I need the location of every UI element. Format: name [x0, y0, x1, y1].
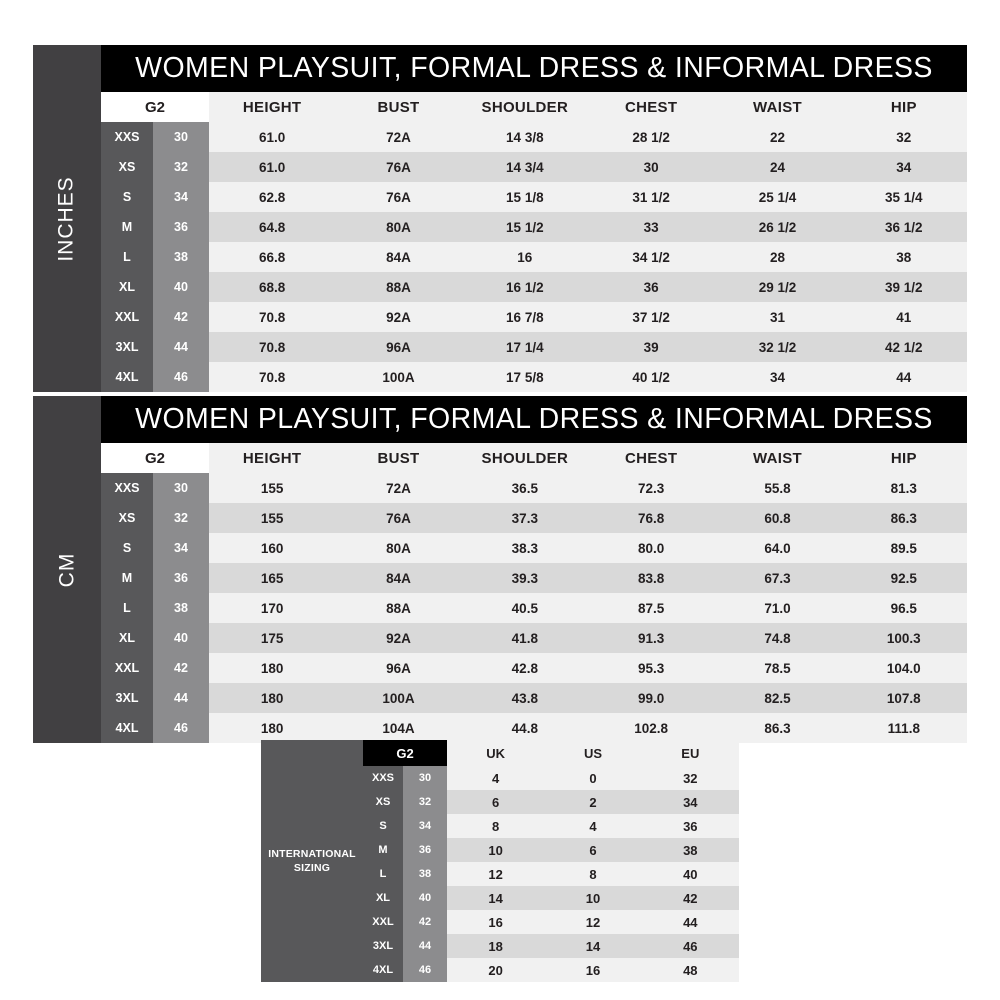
column-header-waist: WAIST — [714, 92, 840, 122]
cell-height: 175 — [209, 623, 335, 653]
cell-bust: 72A — [335, 473, 461, 503]
table-row — [101, 503, 967, 533]
row-size-number: 36 — [403, 838, 447, 862]
row-size-label: S — [101, 533, 153, 563]
international-sizing-chart — [261, 740, 739, 982]
cell-bust: 104A — [335, 713, 461, 743]
cell-shoulder: 41.8 — [462, 623, 588, 653]
table-row — [101, 713, 967, 743]
column-header-hip: HIP — [841, 443, 967, 473]
table-row — [101, 332, 967, 362]
cell-bust: 76A — [335, 182, 461, 212]
cell-hip: 107.8 — [841, 683, 967, 713]
cell-hip: 32 — [841, 122, 967, 152]
cell-height: 70.8 — [209, 302, 335, 332]
cell-waist: 31 — [714, 302, 840, 332]
table-body — [101, 45, 967, 392]
cell-us: 10 — [544, 886, 641, 910]
row-size-label: XS — [101, 503, 153, 533]
row-size-number: 32 — [403, 790, 447, 814]
row-size-label: 3XL — [101, 683, 153, 713]
table-row — [363, 838, 739, 862]
cell-waist: 26 1/2 — [714, 212, 840, 242]
row-size-label: XL — [363, 886, 403, 910]
cell-waist: 25 1/4 — [714, 182, 840, 212]
cell-waist: 71.0 — [714, 593, 840, 623]
row-size-label: XL — [101, 272, 153, 302]
row-size-label: S — [363, 814, 403, 838]
cell-waist: 86.3 — [714, 713, 840, 743]
cell-height: 68.8 — [209, 272, 335, 302]
cell-eu: 48 — [642, 958, 739, 982]
cell-us: 6 — [544, 838, 641, 862]
cell-shoulder: 42.8 — [462, 653, 588, 683]
cell-bust: 80A — [335, 212, 461, 242]
cell-waist: 32 1/2 — [714, 332, 840, 362]
unit-label: INCHES — [55, 175, 79, 262]
cell-bust: 92A — [335, 623, 461, 653]
cell-chest: 33 — [588, 212, 714, 242]
row-size-number: 30 — [153, 122, 209, 152]
brand-cell: G2 — [101, 92, 209, 122]
table-row — [101, 533, 967, 563]
row-size-number: 46 — [403, 958, 447, 982]
cell-bust: 88A — [335, 272, 461, 302]
cell-shoulder: 16 — [462, 242, 588, 272]
cell-waist: 24 — [714, 152, 840, 182]
cell-shoulder: 37.3 — [462, 503, 588, 533]
cell-shoulder: 14 3/8 — [462, 122, 588, 152]
table-row — [101, 593, 967, 623]
cell-waist: 82.5 — [714, 683, 840, 713]
cell-eu: 36 — [642, 814, 739, 838]
cell-eu: 40 — [642, 862, 739, 886]
cell-waist: 60.8 — [714, 503, 840, 533]
cell-us: 4 — [544, 814, 641, 838]
cell-bust: 92A — [335, 302, 461, 332]
row-size-label: XS — [363, 790, 403, 814]
cell-waist: 22 — [714, 122, 840, 152]
row-size-label: M — [101, 563, 153, 593]
cell-eu: 44 — [642, 910, 739, 934]
row-size-number: 40 — [403, 886, 447, 910]
table-row — [101, 623, 967, 653]
cell-shoulder: 14 3/4 — [462, 152, 588, 182]
cell-uk: 4 — [447, 766, 544, 790]
row-size-number: 42 — [153, 302, 209, 332]
row-size-label: L — [101, 242, 153, 272]
table-header-row — [101, 92, 967, 122]
cell-eu: 34 — [642, 790, 739, 814]
column-header-hip: HIP — [841, 92, 967, 122]
cell-hip: 104.0 — [841, 653, 967, 683]
row-size-number: 40 — [153, 272, 209, 302]
table-row — [101, 563, 967, 593]
cell-bust: 96A — [335, 332, 461, 362]
cell-height: 66.8 — [209, 242, 335, 272]
cell-uk: 12 — [447, 862, 544, 886]
cell-hip: 36 1/2 — [841, 212, 967, 242]
cell-us: 0 — [544, 766, 641, 790]
table-row — [363, 790, 739, 814]
cell-uk: 6 — [447, 790, 544, 814]
cell-chest: 83.8 — [588, 563, 714, 593]
row-size-number: 38 — [153, 242, 209, 272]
cell-height: 165 — [209, 563, 335, 593]
cell-chest: 95.3 — [588, 653, 714, 683]
cell-chest: 39 — [588, 332, 714, 362]
row-size-number: 42 — [403, 910, 447, 934]
cell-height: 70.8 — [209, 332, 335, 362]
table-row — [101, 152, 967, 182]
cell-height: 160 — [209, 533, 335, 563]
row-size-label: 4XL — [363, 958, 403, 982]
table-row — [101, 362, 967, 392]
unit-label: CM — [54, 552, 78, 587]
row-size-number: 40 — [153, 623, 209, 653]
cell-shoulder: 15 1/2 — [462, 212, 588, 242]
column-header-height: HEIGHT — [209, 92, 335, 122]
cell-height: 62.8 — [209, 182, 335, 212]
cell-height: 64.8 — [209, 212, 335, 242]
column-header-bust: BUST — [335, 443, 461, 473]
cell-bust: 72A — [335, 122, 461, 152]
table-header-row — [363, 740, 739, 766]
table-body — [101, 396, 967, 743]
table-row — [101, 272, 967, 302]
row-size-label: L — [101, 593, 153, 623]
cell-chest: 40 1/2 — [588, 362, 714, 392]
cell-shoulder: 16 1/2 — [462, 272, 588, 302]
cell-hip: 34 — [841, 152, 967, 182]
table-row — [363, 934, 739, 958]
cell-uk: 10 — [447, 838, 544, 862]
row-size-label: 3XL — [101, 332, 153, 362]
cell-bust: 76A — [335, 152, 461, 182]
row-size-label: XXS — [101, 473, 153, 503]
table-row — [101, 122, 967, 152]
brand-cell: G2 — [363, 740, 447, 766]
cell-waist: 64.0 — [714, 533, 840, 563]
cell-hip: 86.3 — [841, 503, 967, 533]
table-row — [101, 182, 967, 212]
row-size-label: XXS — [363, 766, 403, 790]
row-size-number: 34 — [153, 533, 209, 563]
row-size-number: 46 — [153, 362, 209, 392]
cell-hip: 38 — [841, 242, 967, 272]
column-header-chest: CHEST — [588, 443, 714, 473]
cell-bust: 88A — [335, 593, 461, 623]
column-header-eu: EU — [642, 740, 739, 766]
row-size-label: XXL — [363, 910, 403, 934]
row-size-number: 36 — [153, 563, 209, 593]
table-row — [363, 958, 739, 982]
cell-us: 14 — [544, 934, 641, 958]
row-size-number: 38 — [403, 862, 447, 886]
cell-hip: 96.5 — [841, 593, 967, 623]
cell-uk: 18 — [447, 934, 544, 958]
cell-bust: 84A — [335, 242, 461, 272]
table-row — [101, 473, 967, 503]
column-header-uk: UK — [447, 740, 544, 766]
cell-waist: 29 1/2 — [714, 272, 840, 302]
cell-shoulder: 17 5/8 — [462, 362, 588, 392]
cell-shoulder: 43.8 — [462, 683, 588, 713]
cell-bust: 100A — [335, 683, 461, 713]
cell-shoulder: 38.3 — [462, 533, 588, 563]
row-size-number: 34 — [153, 182, 209, 212]
cell-hip: 81.3 — [841, 473, 967, 503]
unit-column-cm — [33, 396, 101, 743]
cell-chest: 76.8 — [588, 503, 714, 533]
row-size-number: 32 — [153, 152, 209, 182]
cell-us: 16 — [544, 958, 641, 982]
cell-chest: 72.3 — [588, 473, 714, 503]
cell-waist: 78.5 — [714, 653, 840, 683]
cell-uk: 16 — [447, 910, 544, 934]
row-size-number: 30 — [153, 473, 209, 503]
cell-waist: 28 — [714, 242, 840, 272]
cell-eu: 42 — [642, 886, 739, 910]
cell-hip: 44 — [841, 362, 967, 392]
row-size-label: XS — [101, 152, 153, 182]
cell-bust: 76A — [335, 503, 461, 533]
cell-bust: 84A — [335, 563, 461, 593]
cell-uk: 8 — [447, 814, 544, 838]
table-row — [101, 242, 967, 272]
size-chart-inches — [33, 45, 967, 392]
cell-chest: 36 — [588, 272, 714, 302]
cell-height: 155 — [209, 503, 335, 533]
cell-hip: 35 1/4 — [841, 182, 967, 212]
cell-height: 180 — [209, 653, 335, 683]
row-size-number: 44 — [153, 332, 209, 362]
cell-chest: 91.3 — [588, 623, 714, 653]
cell-chest: 30 — [588, 152, 714, 182]
row-size-number: 30 — [403, 766, 447, 790]
row-size-label: 4XL — [101, 362, 153, 392]
cell-shoulder: 40.5 — [462, 593, 588, 623]
row-size-number: 32 — [153, 503, 209, 533]
cell-chest: 37 1/2 — [588, 302, 714, 332]
cell-hip: 42 1/2 — [841, 332, 967, 362]
row-size-label: XL — [101, 623, 153, 653]
cell-height: 155 — [209, 473, 335, 503]
table-row — [363, 910, 739, 934]
cell-us: 12 — [544, 910, 641, 934]
cell-us: 2 — [544, 790, 641, 814]
cell-chest: 28 1/2 — [588, 122, 714, 152]
table-row — [363, 814, 739, 838]
table-row — [363, 886, 739, 910]
cell-waist: 67.3 — [714, 563, 840, 593]
table-row — [101, 212, 967, 242]
cell-us: 8 — [544, 862, 641, 886]
cell-shoulder: 36.5 — [462, 473, 588, 503]
cell-height: 180 — [209, 683, 335, 713]
row-size-label: 4XL — [101, 713, 153, 743]
international-sizing-label: INTERNATIONAL SIZING — [261, 740, 363, 982]
cell-shoulder: 16 7/8 — [462, 302, 588, 332]
column-header-height: HEIGHT — [209, 443, 335, 473]
cell-chest: 80.0 — [588, 533, 714, 563]
cell-height: 170 — [209, 593, 335, 623]
cell-height: 61.0 — [209, 152, 335, 182]
cell-hip: 100.3 — [841, 623, 967, 653]
table-row — [101, 302, 967, 332]
row-size-number: 38 — [153, 593, 209, 623]
cell-bust: 100A — [335, 362, 461, 392]
chart-title: WOMEN PLAYSUIT, FORMAL DRESS & INFORMAL DRESS — [101, 45, 967, 92]
cell-eu: 38 — [642, 838, 739, 862]
cell-height: 180 — [209, 713, 335, 743]
unit-column-inches — [33, 45, 101, 392]
brand-cell: G2 — [101, 443, 209, 473]
cell-chest: 34 1/2 — [588, 242, 714, 272]
row-size-label: S — [101, 182, 153, 212]
chart-title: WOMEN PLAYSUIT, FORMAL DRESS & INFORMAL DRESS — [101, 396, 967, 443]
cell-bust: 80A — [335, 533, 461, 563]
table-body — [363, 740, 739, 982]
cell-shoulder: 17 1/4 — [462, 332, 588, 362]
cell-height: 61.0 — [209, 122, 335, 152]
row-size-number: 34 — [403, 814, 447, 838]
table-row — [363, 766, 739, 790]
row-size-label: XXL — [101, 653, 153, 683]
column-header-bust: BUST — [335, 92, 461, 122]
cell-hip: 39 1/2 — [841, 272, 967, 302]
cell-height: 70.8 — [209, 362, 335, 392]
row-size-label: XXL — [101, 302, 153, 332]
cell-waist: 34 — [714, 362, 840, 392]
cell-bust: 96A — [335, 653, 461, 683]
cell-hip: 41 — [841, 302, 967, 332]
column-header-us: US — [544, 740, 641, 766]
cell-eu: 46 — [642, 934, 739, 958]
row-size-label: 3XL — [363, 934, 403, 958]
row-size-label: XXS — [101, 122, 153, 152]
row-size-number: 46 — [153, 713, 209, 743]
table-row — [101, 683, 967, 713]
column-header-shoulder: SHOULDER — [462, 92, 588, 122]
cell-hip: 92.5 — [841, 563, 967, 593]
row-size-number: 44 — [153, 683, 209, 713]
cell-chest: 87.5 — [588, 593, 714, 623]
row-size-number: 36 — [153, 212, 209, 242]
cell-hip: 89.5 — [841, 533, 967, 563]
cell-chest: 102.8 — [588, 713, 714, 743]
column-header-shoulder: SHOULDER — [462, 443, 588, 473]
cell-hip: 111.8 — [841, 713, 967, 743]
cell-uk: 14 — [447, 886, 544, 910]
cell-waist: 74.8 — [714, 623, 840, 653]
cell-chest: 31 1/2 — [588, 182, 714, 212]
row-size-label: L — [363, 862, 403, 886]
cell-shoulder: 44.8 — [462, 713, 588, 743]
cell-eu: 32 — [642, 766, 739, 790]
table-row — [101, 653, 967, 683]
cell-shoulder: 15 1/8 — [462, 182, 588, 212]
cell-uk: 20 — [447, 958, 544, 982]
size-chart-cm — [33, 396, 967, 743]
row-size-number: 42 — [153, 653, 209, 683]
column-header-chest: CHEST — [588, 92, 714, 122]
row-size-label: M — [363, 838, 403, 862]
column-header-waist: WAIST — [714, 443, 840, 473]
cell-shoulder: 39.3 — [462, 563, 588, 593]
table-header-row — [101, 443, 967, 473]
row-size-label: M — [101, 212, 153, 242]
cell-waist: 55.8 — [714, 473, 840, 503]
cell-chest: 99.0 — [588, 683, 714, 713]
row-size-number: 44 — [403, 934, 447, 958]
table-row — [363, 862, 739, 886]
